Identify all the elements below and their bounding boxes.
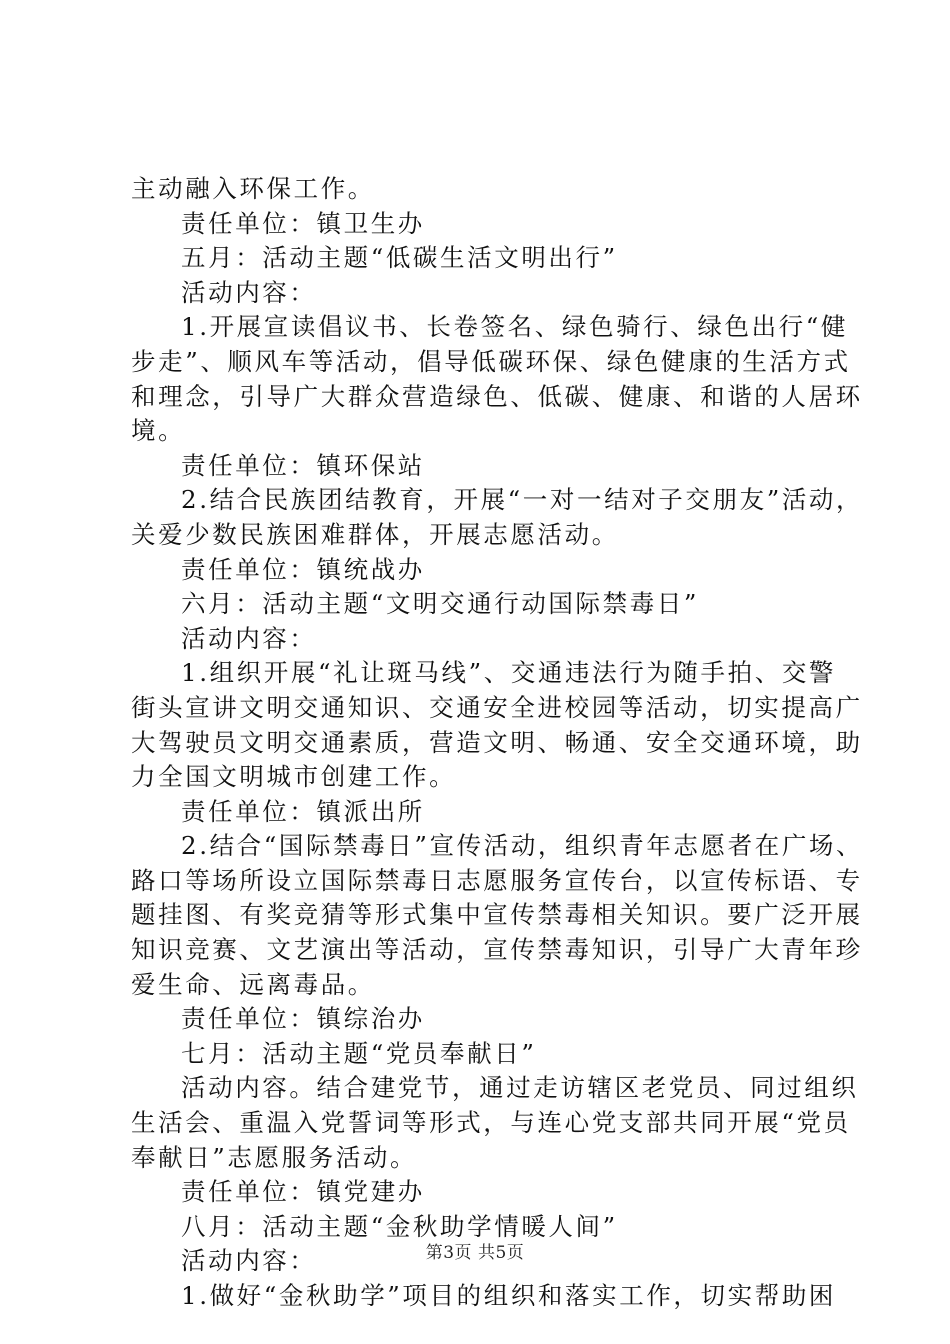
text-line: 责任单位：镇综治办 — [181, 1004, 425, 1034]
text-line: 责任单位：镇卫生办 — [181, 208, 425, 238]
text-line: 六月：活动主题“文明交通行动国际禁毒日” — [181, 589, 700, 619]
text-line: 1.开展宣读倡议书、长卷签名、绿色骑行、绿色出行“健 — [181, 312, 848, 342]
text-line: 责任单位：镇环保站 — [181, 450, 425, 480]
text-line: 路口等场所设立国际禁毒日志愿服务宣传台，以宣传标语、专 — [131, 865, 863, 895]
text-line: 奉献日”志愿服务活动。 — [131, 1142, 418, 1172]
page-footer: 第3页 共5页 — [425, 1243, 525, 1263]
text-line: 2.结合“国际禁毒日”宣传活动，组织青年志愿者在广场、 — [181, 831, 864, 861]
text-line: 力全国文明城市创建工作。 — [131, 762, 457, 792]
text-line: 知识竞赛、文艺演出等活动，宣传禁毒知识，引导广大青年珍 — [131, 935, 863, 965]
document-body — [131, 172, 864, 1314]
text-line: 主动融入环保工作。 — [131, 174, 375, 203]
text-line: 境。 — [131, 416, 186, 446]
text-line: 大驾驶员文明交通素质，营造文明、畅通、安全交通环境，助 — [131, 727, 863, 757]
text-line: 七月：活动主题“党员奉献日” — [181, 1038, 537, 1068]
text-line: 五月：活动主题“低碳生活文明出行” — [181, 243, 618, 273]
text-line: 八月：活动主题“金秋助学情暖人间” — [181, 1211, 618, 1241]
text-line: 步走”、顺风车等活动，倡导低碳环保、绿色健康的生活方式 — [131, 346, 851, 376]
text-line: 活动内容： — [181, 1246, 317, 1276]
text-line: 和理念，引导广大群众营造绿色、低碳、健康、和谐的人居环 — [131, 381, 863, 411]
text-line: 1.做好“金秋助学”项目的组织和落实工作，切实帮助困 — [181, 1281, 837, 1310]
text-line: 街头宣讲文明交通知识、交通安全进校园等活动，切实提高广 — [131, 692, 863, 722]
text-line: 责任单位：镇党建办 — [181, 1177, 425, 1207]
text-line: 责任单位：镇派出所 — [181, 796, 425, 826]
text-line: 关爱少数民族困难群体，开展志愿活动。 — [131, 519, 619, 549]
text-line: 2.结合民族团结教育，开展“一对一结对子交朋友”活动， — [181, 485, 864, 515]
text-line: 活动内容。结合建党节，通过走访辖区老党员、同过组织 — [181, 1073, 859, 1103]
text-line: 活动内容： — [181, 623, 317, 653]
text-line: 责任单位：镇统战办 — [181, 554, 425, 584]
text-line: 生活会、重温入党誓词等形式，与连心党支部共同开展“党员 — [131, 1108, 851, 1138]
text-line: 爱生命、远离毒品。 — [131, 969, 375, 999]
text-line: 1.组织开展“礼让斑马线”、交通违法行为随手拍、交警 — [181, 658, 837, 688]
text-line: 题挂图、有奖竞猜等形式集中宣传禁毒相关知识。要广泛开展 — [131, 900, 863, 930]
text-line: 活动内容： — [181, 277, 317, 307]
